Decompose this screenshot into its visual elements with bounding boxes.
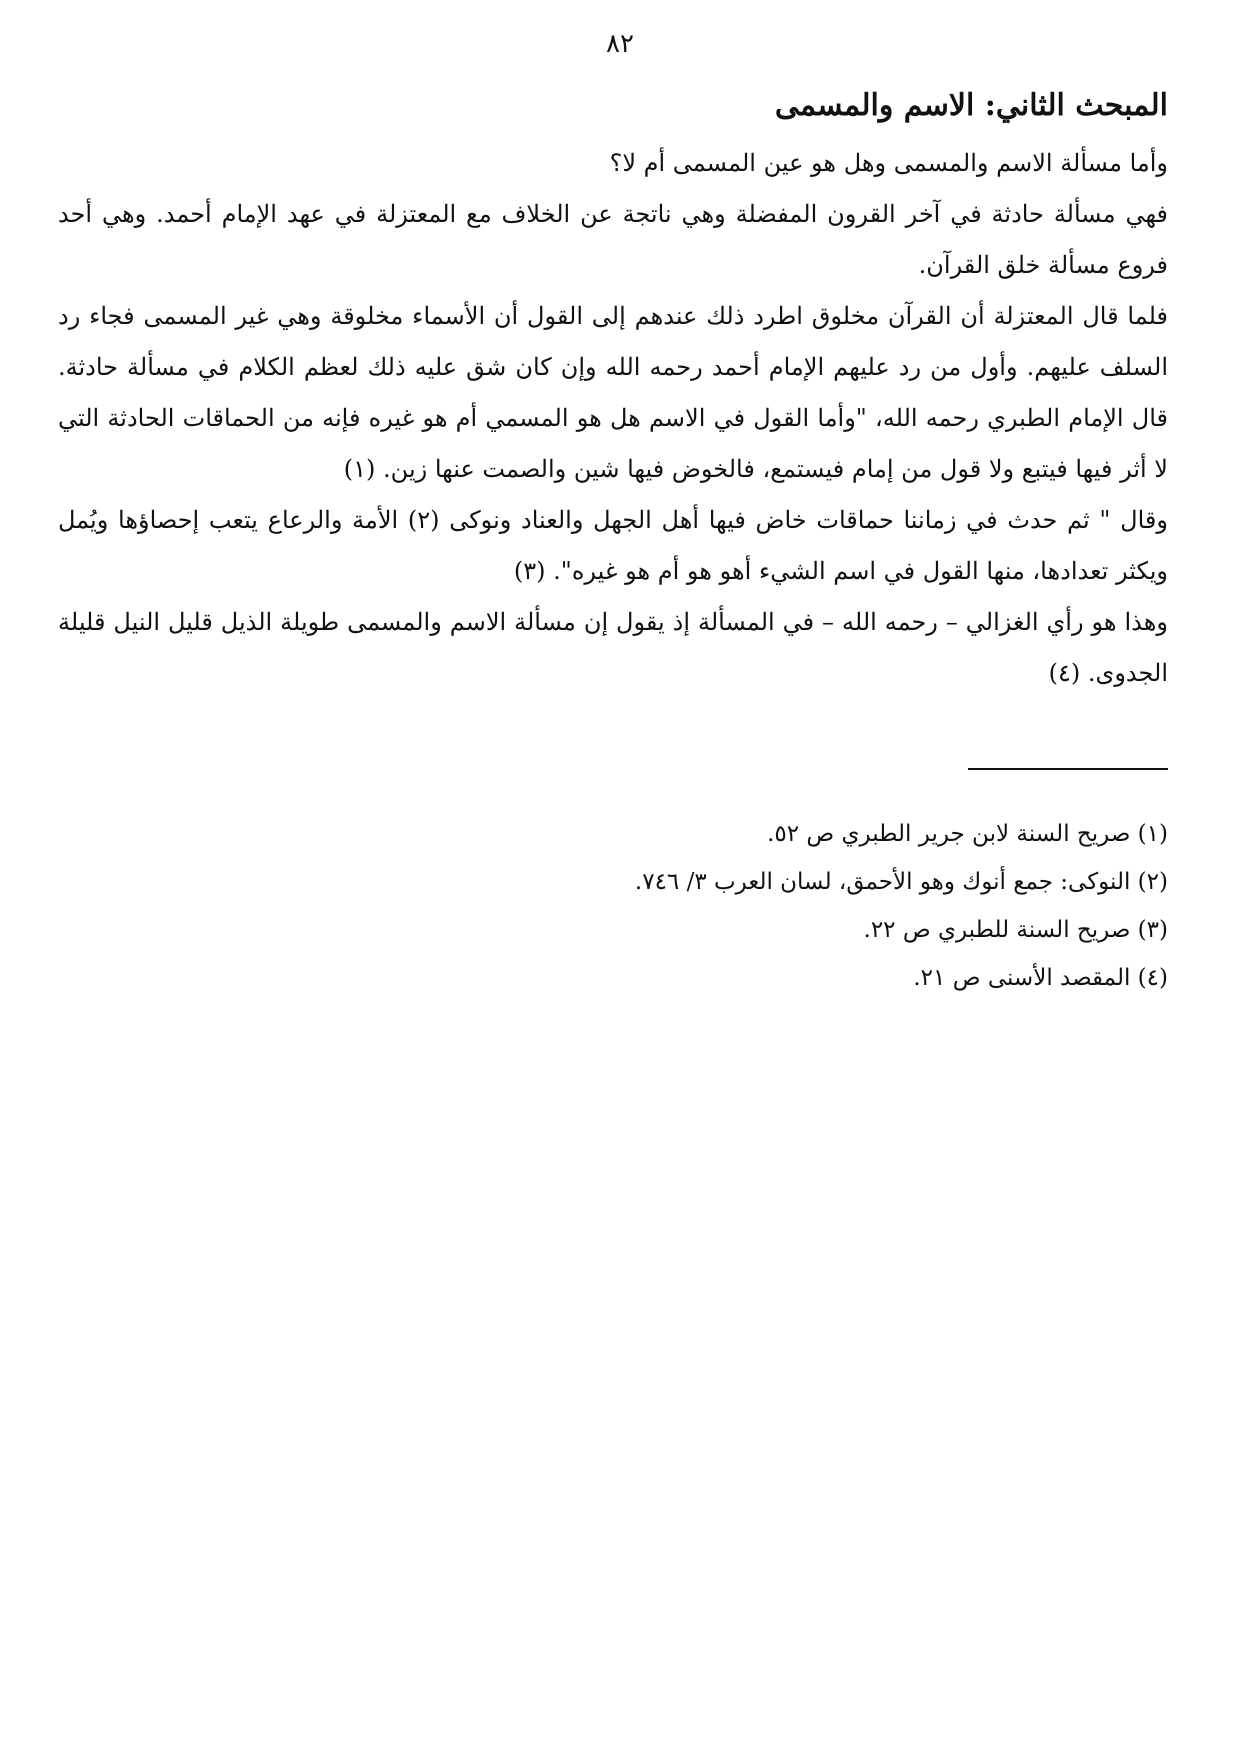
footnote-divider	[968, 768, 1168, 770]
paragraph: فلما قال المعتزلة أن القرآن مخلوق اطرد ذلك عندهم إلى القول أن الأسماء مخلوقة وهي غير المسمى فجاء رد السلف عليهم. وأول من رد عليهم الإمام أحمد رحمه الله وإن كان شق عليه ذلك لعظم الكلام في مسألة حادثة. قال الإمام الطبري رحمه الله، "وأما القول في الاسم هل هو المسمي أم هو غيره فإنه من الحماقات الحادثة التي لا أثر فيها فيتبع ولا قول من إمام فيستمع، فالخوض فيها شين والصمت عنها زين. (١)	[58, 302, 1168, 483]
footnote: (٣) صريح السنة للطبري ص ٢٢.	[863, 917, 1168, 943]
paragraph: فهي مسألة حادثة في آخر القرون المفضلة وهي ناتجة عن الخلاف مع المعتزلة في عهد الإمام أحمد. وهي أحد فروع مسألة خلق القرآن.	[58, 200, 1168, 279]
footnote: (٢) النوكى: جمع أنوك وهو الأحمق، لسان العرب ٣/ ٧٤٦.	[634, 869, 1168, 895]
paragraph: وقال " ثم حدث في زماننا حماقات خاض فيها أهل الجهل والعناد ونوكى (٢) الأمة والرعاع يتعب إحصاؤها ويُمل ويكثر تعدادها، منها القول في اسم الشيء أهو هو أم هو غيره". (٣)	[58, 506, 1168, 585]
footnote: (٤) المقصد الأسنى ص ٢١.	[913, 965, 1168, 991]
section-heading: المبحث الثاني: الاسم والمسمى	[774, 88, 1168, 123]
paragraph: وهذا هو رأي الغزالي – رحمه الله – في المسألة إذ يقول إن مسألة الاسم والمسمى طويلة الذيل قليل النيل قليلة الجدوى. (٤)	[58, 608, 1168, 687]
footnote: (١) صريح السنة لابن جرير الطبري ص ٥٢.	[767, 821, 1168, 847]
footnotes	[58, 810, 1168, 1002]
body-text	[58, 78, 1168, 699]
page-number: ٨٢	[606, 29, 634, 59]
paragraph: وأما مسألة الاسم والمسمى وهل هو عين المسمى أم لا؟	[609, 149, 1168, 177]
